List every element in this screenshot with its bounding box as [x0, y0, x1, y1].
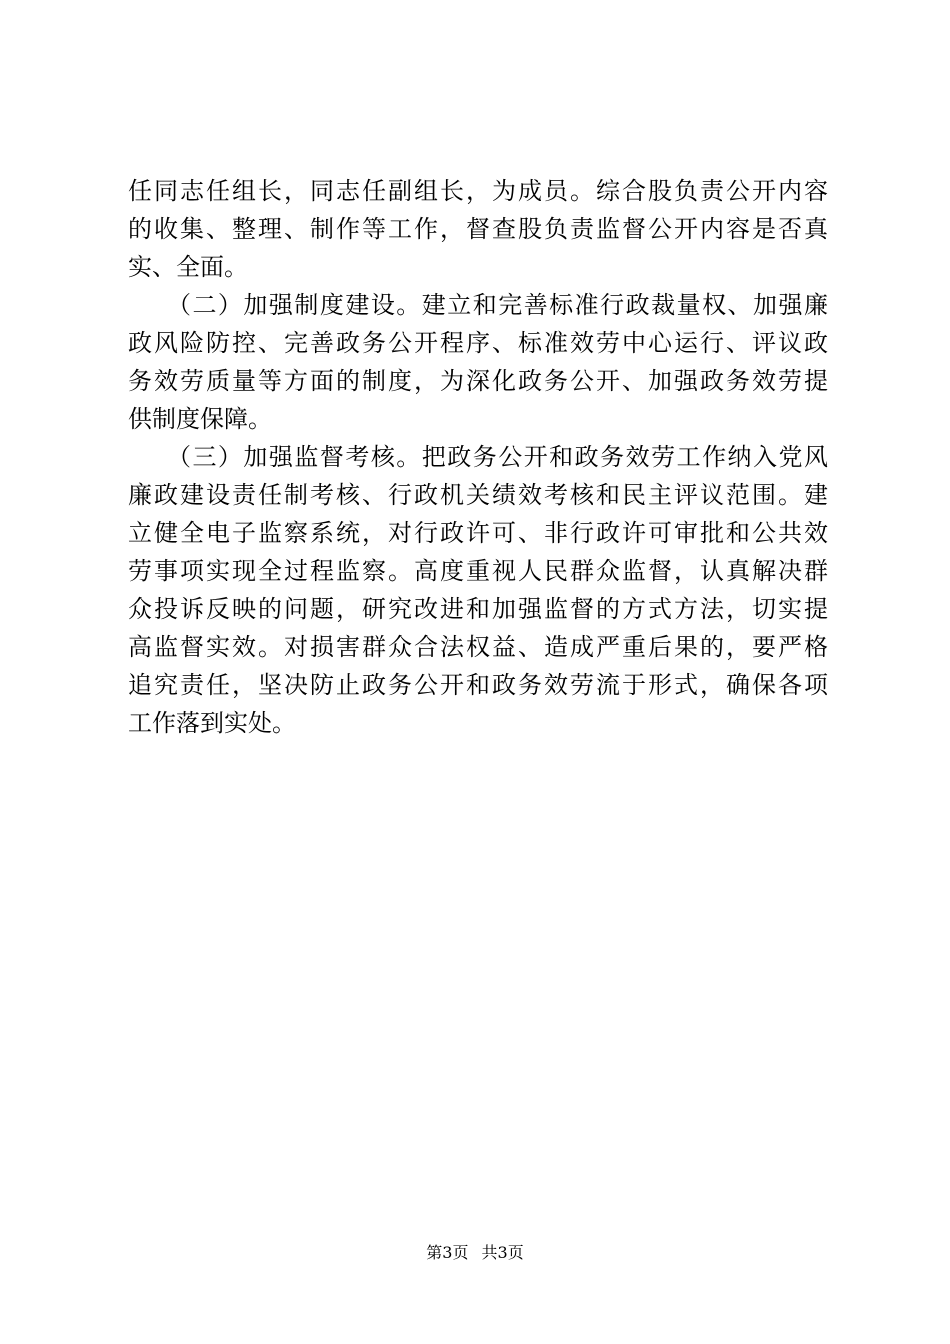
text-line: 供制度保障。	[128, 405, 272, 433]
text-line: 追究责任，坚决防止政务公开和政务效劳流于形式，确保各项	[128, 671, 828, 699]
text-line: 实、全面。	[128, 253, 248, 281]
body-text	[128, 172, 828, 742]
page-footer	[0, 1243, 950, 1263]
text-line: 劳事项实现全过程监察。高度重视人民群众监督，认真解决群	[128, 557, 828, 585]
text-line: 立健全电子监察系统，对行政许可、非行政许可审批和公共效	[128, 519, 828, 547]
text-line: 任同志任组长，同志任副组长，为成员。综合股负责公开内容	[128, 177, 828, 205]
text-line: 政风险防控、完善政务公开程序、标准效劳中心运行、评议政	[128, 329, 828, 357]
text-line: 廉政建设责任制考核、行政机关绩效考核和民主评议范围。建	[128, 481, 828, 509]
page-total: 共3页	[481, 1243, 524, 1262]
text-line: 工作落到实处。	[128, 709, 296, 737]
text-line: （三）加强监督考核。把政务公开和政务效劳工作纳入党风	[128, 443, 828, 471]
text-line: 高监督实效。对损害群众合法权益、造成严重后果的，要严格	[128, 633, 828, 661]
text-line: 的收集、整理、制作等工作，督查股负责监督公开内容是否真	[128, 215, 828, 243]
text-line: 众投诉反映的问题，研究改进和加强监督的方式方法，切实提	[128, 595, 828, 623]
text-line: 务效劳质量等方面的制度，为深化政务公开、加强政务效劳提	[128, 367, 828, 395]
page-number: 第3页	[426, 1243, 469, 1262]
text-line: （二）加强制度建设。建立和完善标准行政裁量权、加强廉	[128, 291, 828, 319]
